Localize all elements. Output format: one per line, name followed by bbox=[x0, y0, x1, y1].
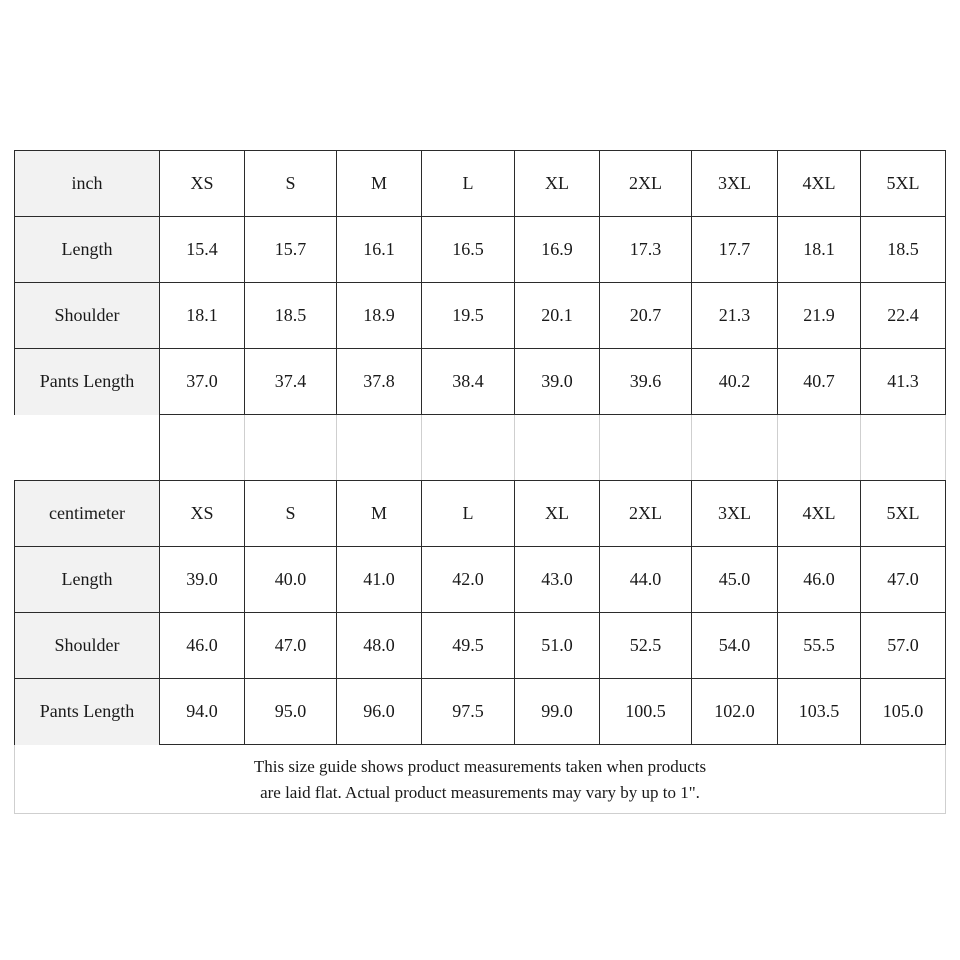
cm-size-header: 4XL bbox=[778, 481, 861, 547]
note-line1: This size guide shows product measurements taken when products bbox=[253, 757, 707, 776]
spacer-cell bbox=[160, 415, 245, 481]
inch-measurement-cell: 40.2 bbox=[692, 349, 778, 415]
cm-measurement-cell: 96.0 bbox=[337, 679, 422, 745]
cm-size-header: 5XL bbox=[861, 481, 946, 547]
inch-measurement-cell: 39.0 bbox=[515, 349, 600, 415]
cm-measurement-cell: 100.5 bbox=[600, 679, 692, 745]
cm-header-row bbox=[15, 481, 946, 547]
cm-measurement-cell: 45.0 bbox=[692, 547, 778, 613]
cm-measurement-cell: 57.0 bbox=[861, 613, 946, 679]
table-row bbox=[15, 613, 946, 679]
spacer-cell bbox=[422, 415, 515, 481]
cm-measurement-cell: 42.0 bbox=[422, 547, 515, 613]
inch-measurement-cell: 18.1 bbox=[778, 217, 861, 283]
spacer-cell bbox=[515, 415, 600, 481]
table-row bbox=[15, 283, 946, 349]
cm-size-header: 2XL bbox=[600, 481, 692, 547]
cm-measurement-cell: 105.0 bbox=[861, 679, 946, 745]
spacer-cell bbox=[245, 415, 337, 481]
size-guide-note bbox=[15, 745, 946, 814]
cm-measurement-cell: 39.0 bbox=[160, 547, 245, 613]
inch-measurement-cell: 18.5 bbox=[245, 283, 337, 349]
inch-measurement-cell: 17.3 bbox=[600, 217, 692, 283]
inch-size-header: S bbox=[245, 151, 337, 217]
inch-measurement-cell: 41.3 bbox=[861, 349, 946, 415]
cm-measurement-cell: 41.0 bbox=[337, 547, 422, 613]
cm-row-label: Shoulder bbox=[15, 613, 160, 679]
table-row bbox=[15, 349, 946, 415]
cm-measurement-cell: 48.0 bbox=[337, 613, 422, 679]
spacer-cell bbox=[861, 415, 946, 481]
inch-measurement-cell: 18.1 bbox=[160, 283, 245, 349]
note-row bbox=[15, 745, 946, 814]
inch-measurement-cell: 16.1 bbox=[337, 217, 422, 283]
inch-row-label: Length bbox=[15, 217, 160, 283]
cm-measurement-cell: 44.0 bbox=[600, 547, 692, 613]
cm-row-label: Length bbox=[15, 547, 160, 613]
inch-measurement-cell: 38.4 bbox=[422, 349, 515, 415]
inch-measurement-cell: 37.0 bbox=[160, 349, 245, 415]
inch-row-label: Shoulder bbox=[15, 283, 160, 349]
inch-measurement-cell: 15.4 bbox=[160, 217, 245, 283]
inch-measurement-cell: 21.9 bbox=[778, 283, 861, 349]
cm-measurement-cell: 95.0 bbox=[245, 679, 337, 745]
cm-size-header: S bbox=[245, 481, 337, 547]
inch-size-header: 3XL bbox=[692, 151, 778, 217]
cm-measurement-cell: 97.5 bbox=[422, 679, 515, 745]
spacer-cell bbox=[337, 415, 422, 481]
cm-measurement-cell: 46.0 bbox=[778, 547, 861, 613]
inch-size-header: M bbox=[337, 151, 422, 217]
cm-measurement-cell: 47.0 bbox=[245, 613, 337, 679]
cm-size-header: 3XL bbox=[692, 481, 778, 547]
cm-size-header: M bbox=[337, 481, 422, 547]
cm-unit-label: centimeter bbox=[15, 481, 160, 547]
cm-measurement-cell: 40.0 bbox=[245, 547, 337, 613]
note-line2: are laid flat. Actual product measurements may vary by up to 1". bbox=[260, 783, 700, 802]
cm-measurement-cell: 103.5 bbox=[778, 679, 861, 745]
cm-measurement-cell: 47.0 bbox=[861, 547, 946, 613]
inch-measurement-cell: 39.6 bbox=[600, 349, 692, 415]
size-guide-table bbox=[14, 150, 946, 814]
inch-measurement-cell: 40.7 bbox=[778, 349, 861, 415]
inch-measurement-cell: 20.1 bbox=[515, 283, 600, 349]
inch-size-header: L bbox=[422, 151, 515, 217]
inch-measurement-cell: 16.5 bbox=[422, 217, 515, 283]
table-row bbox=[15, 679, 946, 745]
cm-size-header: XL bbox=[515, 481, 600, 547]
cm-measurement-cell: 94.0 bbox=[160, 679, 245, 745]
cm-measurement-cell: 52.5 bbox=[600, 613, 692, 679]
inch-row-label: Pants Length bbox=[15, 349, 160, 415]
inch-measurement-cell: 37.8 bbox=[337, 349, 422, 415]
spacer-cell bbox=[692, 415, 778, 481]
cm-measurement-cell: 99.0 bbox=[515, 679, 600, 745]
spacer-cell bbox=[778, 415, 861, 481]
inch-measurement-cell: 18.9 bbox=[337, 283, 422, 349]
cm-size-header: L bbox=[422, 481, 515, 547]
cm-measurement-cell: 51.0 bbox=[515, 613, 600, 679]
inch-size-header: 5XL bbox=[861, 151, 946, 217]
inch-measurement-cell: 20.7 bbox=[600, 283, 692, 349]
inch-measurement-cell: 16.9 bbox=[515, 217, 600, 283]
cm-measurement-cell: 102.0 bbox=[692, 679, 778, 745]
inch-measurement-cell: 18.5 bbox=[861, 217, 946, 283]
inch-size-header: 4XL bbox=[778, 151, 861, 217]
inch-measurement-cell: 37.4 bbox=[245, 349, 337, 415]
cm-measurement-cell: 54.0 bbox=[692, 613, 778, 679]
cm-measurement-cell: 49.5 bbox=[422, 613, 515, 679]
inch-measurement-cell: 15.7 bbox=[245, 217, 337, 283]
inch-size-header: XS bbox=[160, 151, 245, 217]
inch-size-header: XL bbox=[515, 151, 600, 217]
inch-measurement-cell: 22.4 bbox=[861, 283, 946, 349]
cm-measurement-cell: 46.0 bbox=[160, 613, 245, 679]
inch-measurement-cell: 17.7 bbox=[692, 217, 778, 283]
inch-measurement-cell: 21.3 bbox=[692, 283, 778, 349]
cm-row-label: Pants Length bbox=[15, 679, 160, 745]
inch-unit-label: inch bbox=[15, 151, 160, 217]
cm-measurement-cell: 55.5 bbox=[778, 613, 861, 679]
cm-measurement-cell: 43.0 bbox=[515, 547, 600, 613]
inch-header-row bbox=[15, 151, 946, 217]
cm-size-header: XS bbox=[160, 481, 245, 547]
spacer-cell bbox=[15, 415, 160, 481]
spacer-cell bbox=[600, 415, 692, 481]
inch-measurement-cell: 19.5 bbox=[422, 283, 515, 349]
table-row bbox=[15, 547, 946, 613]
spacer-row bbox=[15, 415, 946, 481]
inch-size-header: 2XL bbox=[600, 151, 692, 217]
table-row bbox=[15, 217, 946, 283]
